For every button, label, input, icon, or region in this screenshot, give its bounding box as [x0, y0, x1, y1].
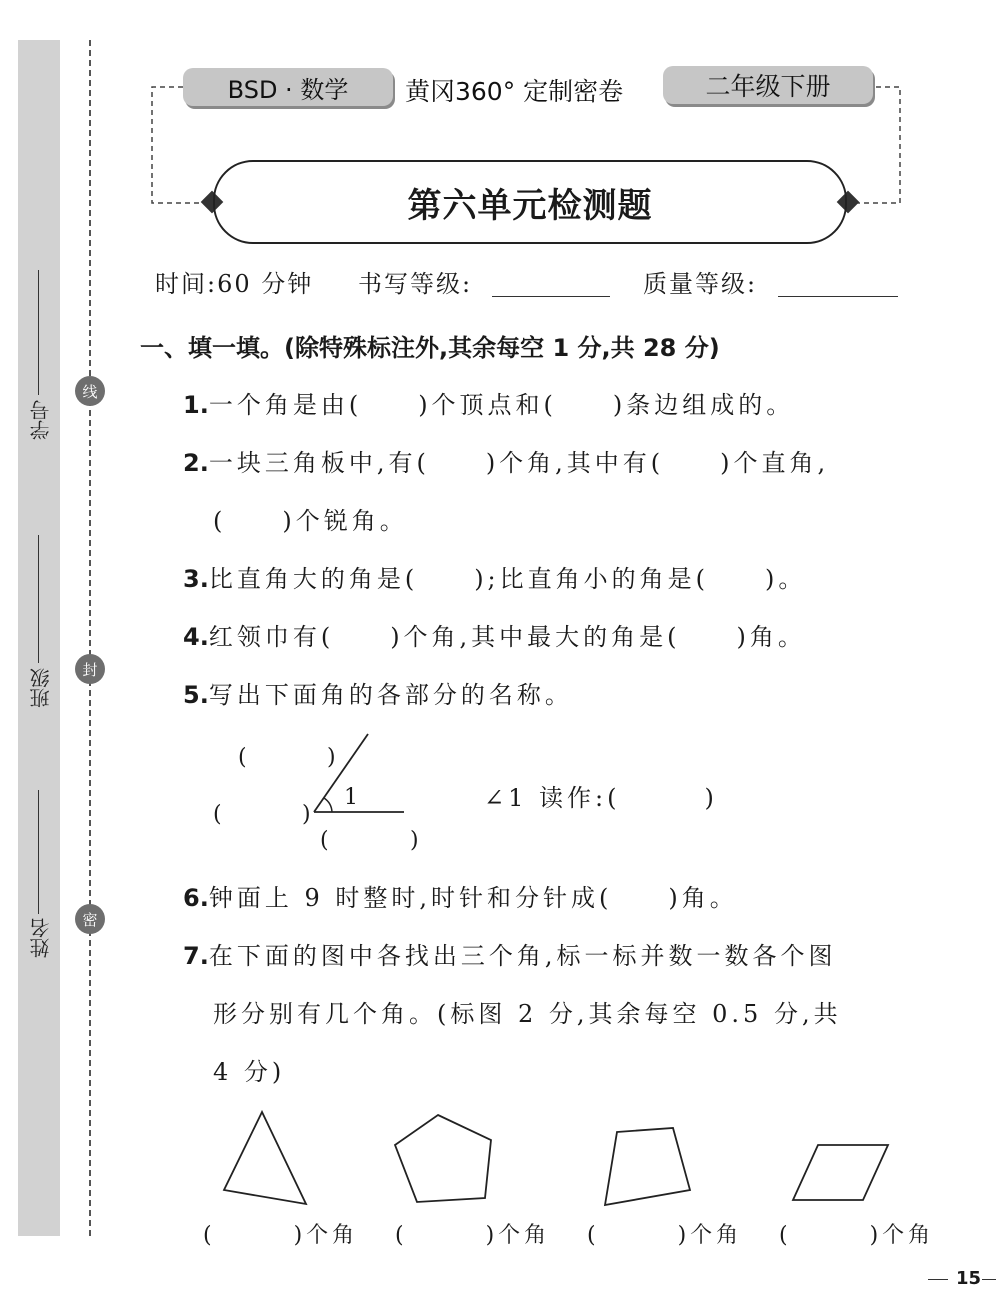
question-number: 5.	[183, 681, 209, 709]
angle-base-open-paren: (	[320, 828, 329, 853]
student-no-label: 学号	[29, 400, 53, 440]
angle-side-close-paren: )	[327, 745, 336, 770]
name-field[interactable]	[38, 790, 39, 914]
quality-grade-blank[interactable]	[778, 296, 898, 297]
question-number: 1.	[183, 391, 209, 419]
student-no-field[interactable]	[38, 270, 39, 395]
page-number-dash-left	[928, 1279, 948, 1280]
page-number: 15	[956, 1268, 982, 1289]
question-2	[183, 443, 829, 478]
question-number: 2.	[183, 449, 209, 477]
question-7-line-2: 形分别有几个角。(标图 2 分,其余每空 0.5 分,共	[213, 1000, 842, 1028]
pentagon-answer: ( )个角	[395, 1223, 551, 1248]
question-text: 一个角是由( )个顶点和( )条边组成的。	[208, 391, 795, 419]
angle-side-open-paren: (	[238, 745, 247, 770]
seal-seal-mark: 封	[75, 654, 105, 684]
page-title: 第六单元检测题	[213, 160, 847, 244]
question-6	[183, 878, 738, 913]
triangle-shape	[224, 1112, 306, 1204]
pentagon-shape	[395, 1115, 491, 1202]
triangle-answer: ( )个角	[203, 1223, 359, 1248]
seal-line-mark: 线	[75, 376, 105, 406]
question-3	[183, 559, 806, 594]
question-text: 红领巾有( )个角,其中最大的角是( )角。	[208, 623, 806, 651]
trapezoid-answer: ( )个角	[587, 1223, 743, 1248]
trapezoid-shape	[605, 1128, 690, 1205]
subject-pill: BSD · 数学	[183, 68, 393, 106]
class-label: 班级	[29, 668, 53, 708]
angle-vertex-close-paren: )	[302, 802, 311, 827]
question-text: 一块三角板中,有( )个角,其中有( )个直角,	[208, 449, 830, 477]
question-7-line-3: 4 分)	[213, 1058, 286, 1086]
quality-grade-label: 质量等级:	[643, 270, 758, 298]
question-4	[183, 617, 806, 652]
angle-diagram	[300, 728, 420, 828]
time-label: 时间:60 分钟	[155, 270, 314, 298]
series-title: 黄冈360° 定制密卷	[405, 77, 624, 106]
question-text: 比直角大的角是( );比直角小的角是( )。	[208, 565, 807, 593]
page-number-dash-right	[982, 1279, 996, 1280]
question-text: 写出下面角的各部分的名称。	[208, 681, 573, 709]
question-2-continued: ( )个锐角。	[213, 507, 408, 535]
question-7	[183, 936, 836, 971]
name-label: 姓名	[29, 918, 53, 958]
question-number: 7.	[183, 942, 209, 970]
question-5	[183, 675, 573, 710]
class-field[interactable]	[38, 535, 39, 663]
parallelogram-shape	[793, 1145, 888, 1200]
grade-pill: 二年级下册	[663, 66, 873, 104]
shapes-row	[0, 1100, 1000, 1220]
question-number: 6.	[183, 884, 209, 912]
question-number: 4.	[183, 623, 209, 651]
seal-secret-mark: 密	[75, 904, 105, 934]
writing-grade-label: 书写等级:	[358, 270, 473, 298]
question-1	[183, 385, 794, 420]
angle-base-close-paren: )	[410, 828, 419, 853]
question-number: 3.	[183, 565, 209, 593]
section-heading: 一、填一填。(除特殊标注外,其余每空 1 分,共 28 分)	[140, 334, 720, 362]
question-text: 在下面的图中各找出三个角,标一标并数一数各个图	[208, 942, 837, 970]
angle-read-as: ∠1 读作:( )	[484, 784, 718, 812]
angle-vertex-open-paren: (	[213, 802, 222, 827]
parallelogram-answer: ( )个角	[779, 1223, 935, 1248]
question-text: 钟面上 9 时整时,时针和分针成( )角。	[208, 884, 738, 912]
angle-label: 1	[344, 785, 358, 810]
writing-grade-blank[interactable]	[492, 296, 610, 297]
